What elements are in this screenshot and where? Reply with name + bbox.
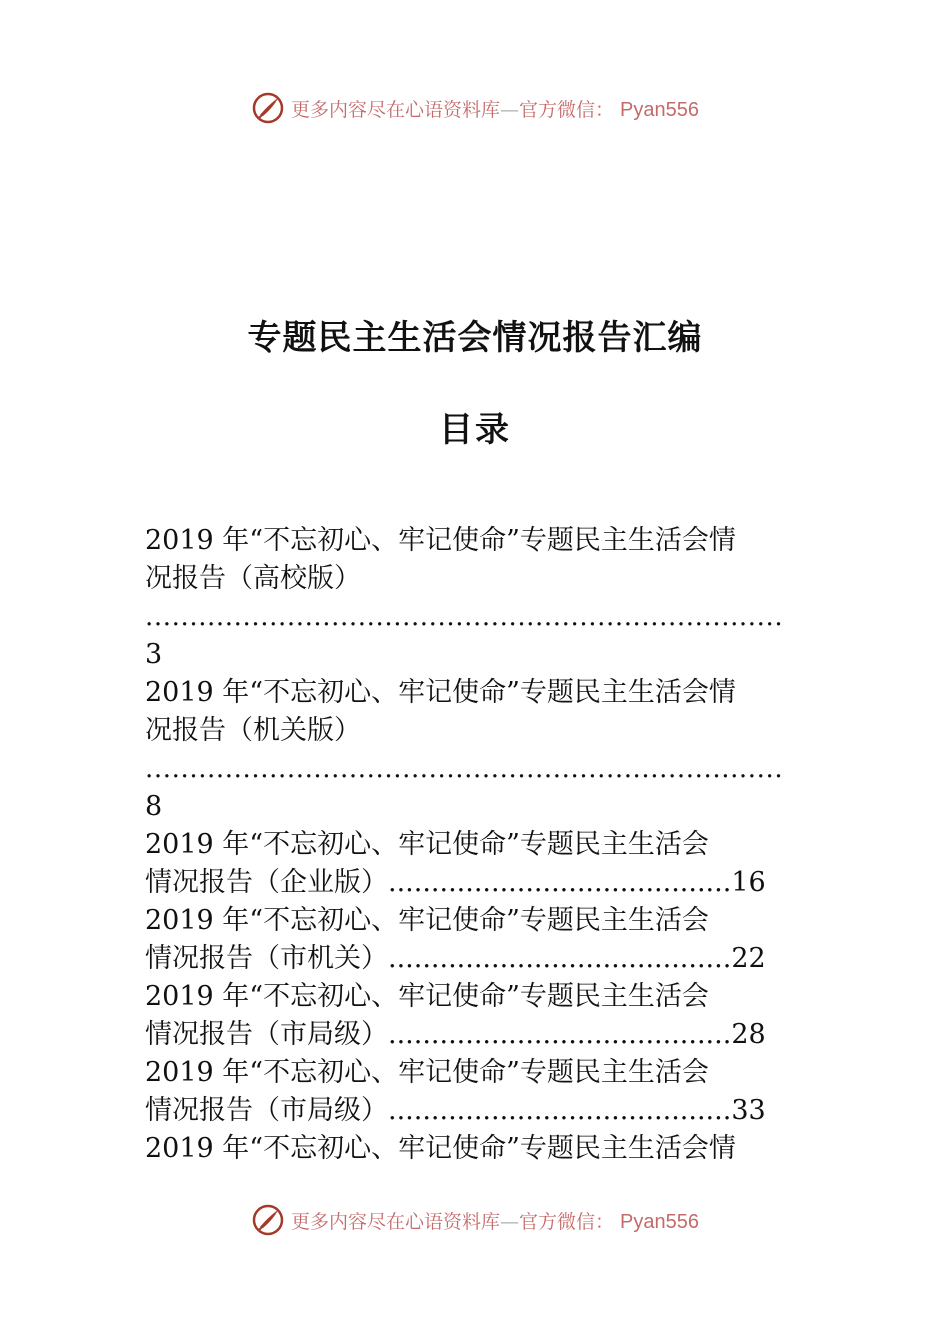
watermark-label: 官方微信： [518, 98, 614, 121]
toc-entry-5-line2: 情况报告（市局级） [145, 1019, 388, 1050]
toc-entry-4-line1[interactable]: 2019 年“不忘初心、牢记使命”专题民主生活会 [145, 905, 709, 936]
toc-entry-1-page[interactable]: 3 [145, 639, 163, 670]
toc-heading: 目录 [439, 410, 511, 450]
wechat-id: Pyan556 [620, 98, 700, 121]
toc-entry-6-line2-row[interactable] [145, 1092, 810, 1130]
header-watermark [0, 88, 950, 128]
toc-entry-3-leader: ........................................ [388, 867, 732, 898]
toc-entry-3-line2-row[interactable] [145, 864, 810, 902]
watermark-slogan: 更多内容尽在心语资料库 [290, 98, 500, 121]
toc-entry-5-page: 28 [731, 1019, 766, 1050]
watermark-separator: — [499, 1210, 519, 1233]
toc-entry-6-line1[interactable]: 2019 年“不忘初心、牢记使命”专题民主生活会 [145, 1057, 709, 1088]
watermark-text [291, 95, 699, 122]
wechat-id: Pyan556 [620, 1210, 700, 1233]
toc-entry-4-leader: ........................................ [388, 943, 732, 974]
watermark-separator: — [499, 98, 519, 121]
toc-entry-1-line1[interactable]: 2019 年“不忘初心、牢记使命”专题民主生活会情 [145, 525, 736, 556]
toc-entry-2-leader: ........................................................................ [145, 754, 784, 784]
toc-entry-5-line2-row[interactable] [145, 1016, 810, 1054]
toc-entry-3-line2: 情况报告（企业版） [145, 867, 388, 898]
watermark-slogan: 更多内容尽在心语资料库 [290, 1210, 500, 1233]
toc-entry-3-page: 16 [731, 867, 766, 898]
toc-entry-5-line1[interactable]: 2019 年“不忘初心、牢记使命”专题民主生活会 [145, 981, 709, 1012]
document-title: 专题民主生活会情况报告汇编 [247, 318, 703, 358]
quill-logo-icon [251, 1203, 285, 1237]
toc-entry-6-leader: ........................................ [388, 1095, 732, 1126]
toc-entry-6-page: 33 [731, 1095, 766, 1126]
toc-entry-2-line1[interactable]: 2019 年“不忘初心、牢记使命”专题民主生活会情 [145, 677, 736, 708]
toc-entry-6-line2: 情况报告（市局级） [145, 1095, 388, 1126]
toc-entry-4-page: 22 [731, 943, 766, 974]
toc-entry-4-line2-row[interactable] [145, 940, 810, 978]
toc-entry-5-leader: ........................................ [388, 1019, 732, 1050]
toc-entry-3-line1[interactable]: 2019 年“不忘初心、牢记使命”专题民主生活会 [145, 829, 709, 860]
toc-entry-1-leader: ........................................................................ [145, 602, 784, 632]
watermark-text [291, 1207, 699, 1234]
watermark-label: 官方微信： [518, 1210, 614, 1233]
footer-watermark [0, 1200, 950, 1240]
toc-entry-4-line2: 情况报告（市机关） [145, 943, 388, 974]
table-of-contents [145, 522, 810, 1168]
toc-entry-1-line2[interactable]: 况报告（高校版） [145, 563, 361, 594]
toc-entry-7-line1[interactable]: 2019 年“不忘初心、牢记使命”专题民主生活会情 [145, 1133, 736, 1164]
toc-entry-2-page[interactable]: 8 [145, 791, 163, 822]
quill-logo-icon [251, 91, 285, 125]
toc-entry-2-line2[interactable]: 况报告（机关版） [145, 715, 361, 746]
